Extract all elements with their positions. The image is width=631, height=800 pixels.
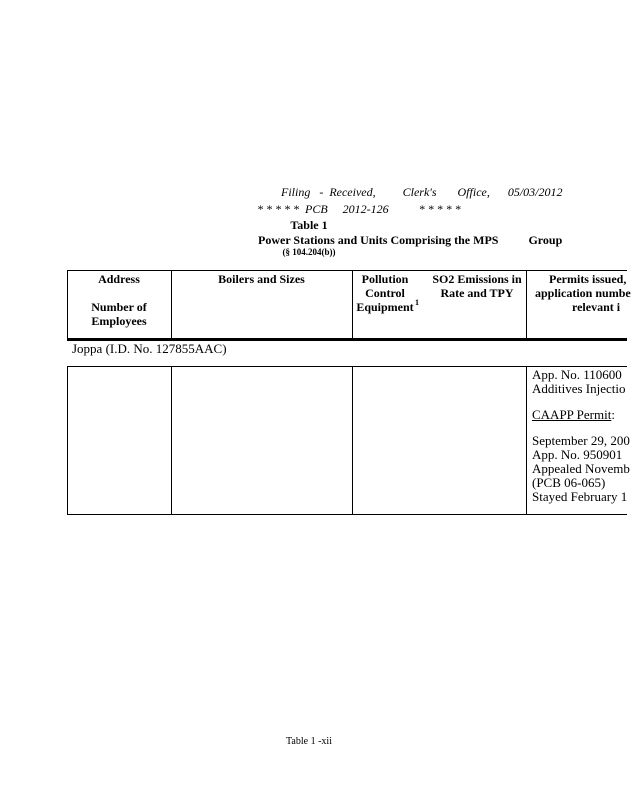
permits-pcb: (PCB 06-065) xyxy=(532,475,606,490)
col-border-2-body xyxy=(352,366,353,515)
header-address-label: Address xyxy=(98,272,140,286)
header-address xyxy=(67,272,171,328)
header-so2-line-2: Rate and TPY xyxy=(440,286,514,300)
filing-stamp-line-1: Filing - Received, Clerk's Office, 05/03/2012 xyxy=(281,185,563,199)
permits-cell xyxy=(532,368,630,504)
power-stations-table xyxy=(67,270,631,515)
table-section-reference: (§ 104.204(b)) xyxy=(282,247,336,257)
table-bottom-border xyxy=(67,514,627,515)
table-title: Table 1 xyxy=(290,218,328,232)
header-permits xyxy=(529,272,631,314)
col-border-3-body xyxy=(526,366,527,515)
table-subtitle: Power Stations and Units Comprising the MPS Group xyxy=(258,233,563,247)
permits-app-no-2: App. No. 950901 xyxy=(532,447,623,462)
header-pollution-line-2: Control xyxy=(365,286,405,300)
header-pollution-line-1: Pollution xyxy=(361,272,409,286)
permits-appealed: Appealed Novemb xyxy=(532,461,630,476)
header-employees-label-1: Number of xyxy=(91,300,147,314)
table-top-border xyxy=(67,270,627,271)
page-footer: Table 1 -xii xyxy=(286,736,332,747)
permits-date: September 29, 200 xyxy=(532,433,630,448)
header-permits-line-3: relevant i xyxy=(572,300,621,314)
caapp-permit-label: CAAPP Permit xyxy=(532,407,612,422)
header-so2-line-1: SO2 Emissions in xyxy=(432,272,522,286)
header-permits-line-1: Permits issued, xyxy=(549,272,627,286)
permits-additives: Additives Injectio xyxy=(532,381,626,396)
header-employees-label-2: Employees xyxy=(91,314,147,328)
header-permits-line-2: application numbe xyxy=(535,286,631,300)
caapp-colon: : xyxy=(611,407,615,422)
filing-stamp-line-2: * * * * * PCB 2012-126 * * * * * xyxy=(257,202,461,216)
permits-stayed: Stayed February 1 xyxy=(532,489,628,504)
permits-caapp-line xyxy=(532,408,630,422)
header-so2-emissions xyxy=(427,272,527,300)
col-border-left-body xyxy=(67,366,68,515)
permits-app-no: App. No. 110600 xyxy=(532,367,622,382)
col-border-1-body xyxy=(171,366,172,515)
header-pollution-line-3: Equipment xyxy=(356,300,414,314)
header-pollution-footnote: 1 xyxy=(415,298,419,307)
header-boilers: Boilers and Sizes xyxy=(218,272,305,286)
header-pollution-control xyxy=(355,272,415,314)
col-border-2-header xyxy=(352,270,353,340)
section-row-joppa: Joppa (I.D. No. 127855AAC) xyxy=(72,341,227,356)
